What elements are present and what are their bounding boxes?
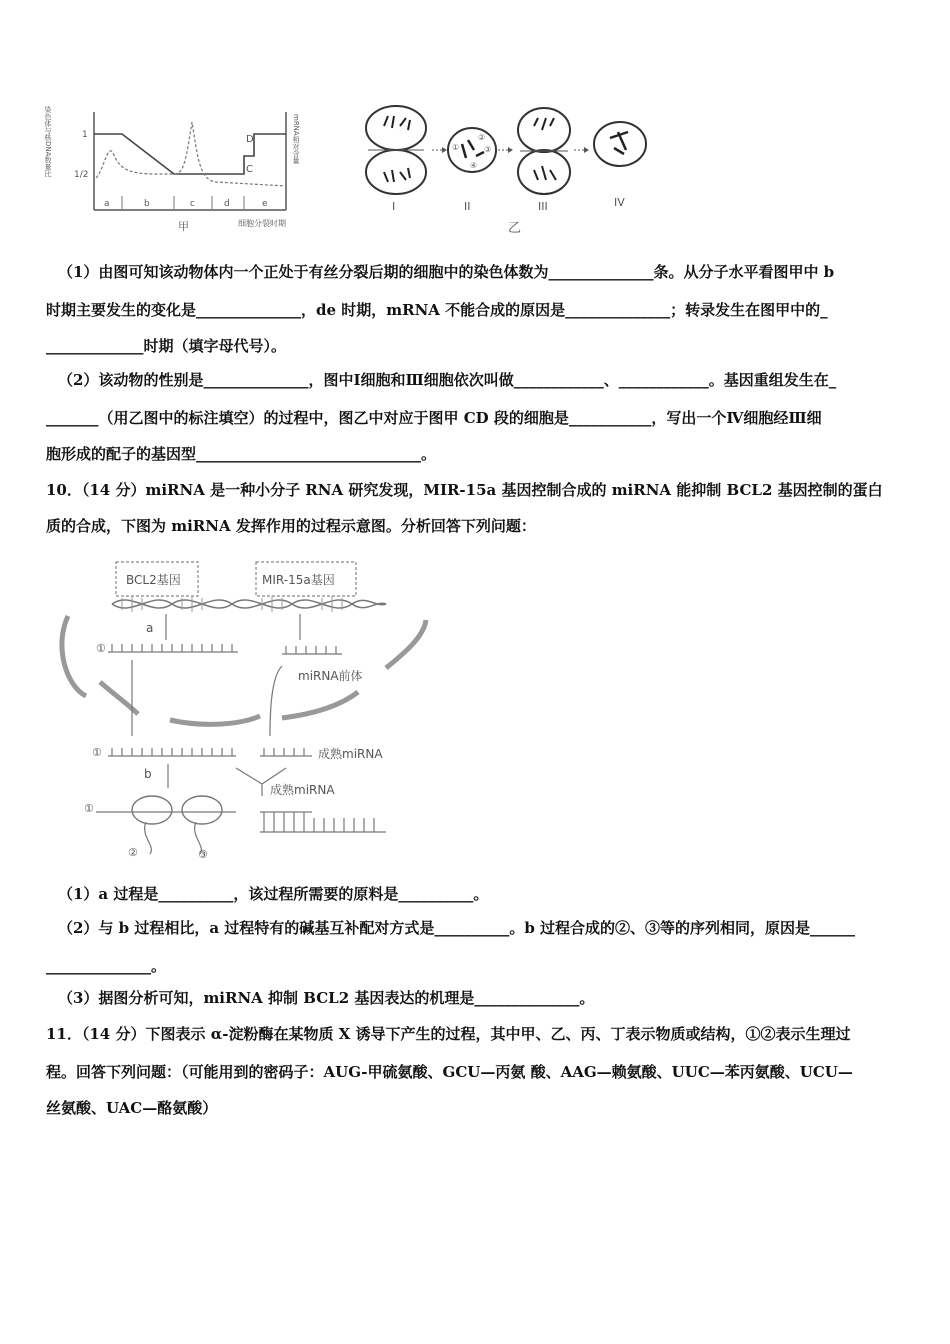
- precursor-strand: [282, 646, 342, 654]
- cell-label-1: I: [392, 200, 396, 213]
- marker-3: ③: [484, 145, 492, 154]
- y-tick-half: 1/2: [74, 170, 89, 180]
- caption-yi: 乙: [508, 221, 522, 236]
- q10-question-2-cont: ______________。: [46, 957, 167, 975]
- cell-4: [594, 122, 646, 166]
- phase-e: e: [262, 199, 268, 209]
- phase-a: a: [104, 199, 110, 209]
- q9-line-5: _______（用乙图中的标注填空）的过程中，图乙中对应于图甲 CD 段的细胞是___________，写出一个Ⅳ细胞经Ⅲ细: [46, 409, 822, 427]
- mature-strand-1: [260, 748, 312, 756]
- q9-line-1: （1）由图可知该动物体内一个正处于有丝分裂后期的细胞中的染色体数为______________条。从分子水平看图甲中 b: [58, 263, 835, 281]
- q11-line-1: 11．（14 分）下图表示 α-淀粉酶在某物质 X 诱导下产生的过程，其中甲、乙、丙、丁表示物质或结构，①②表示生理过: [46, 1025, 851, 1043]
- bcl2-gene-label: BCL2基因: [126, 573, 181, 587]
- cell-label-4: IV: [614, 196, 625, 209]
- caption-jia: 甲: [178, 220, 189, 233]
- q9-line-6: 胞形成的配子的基因型______________________________。: [46, 445, 437, 463]
- cell-label-2: II: [464, 200, 471, 213]
- marker-1b: ①: [92, 746, 102, 759]
- figure-mirna: [46, 556, 426, 866]
- phase-b: b: [144, 199, 150, 209]
- q9-line-2: 时期主要发生的变化是______________，de 时期，mRNA 不能合成的原因是______________；转录发生在图甲中的_: [46, 301, 828, 319]
- phase-d: d: [224, 199, 230, 209]
- q10-question-1: （1）a 过程是__________，该过程所需要的原料是__________。: [58, 885, 489, 903]
- y-axis-label: 染色体与核DNA数量比: [44, 106, 52, 178]
- ratio-line: [94, 134, 286, 174]
- q10-question-3: （3）据图分析可知，miRNA 抑制 BCL2 基因表达的机理是______________。: [58, 989, 595, 1007]
- cell-1: [366, 106, 426, 194]
- ribosome-2: [182, 796, 222, 824]
- precursor-label: miRNA前体: [298, 669, 363, 683]
- q10-line-1: 10．（14 分）miRNA 是一种小分子 RNA 研究发现，MIR-15a 基因控制合成的 miRNA 能抑制 BCL2 基因控制的蛋白: [46, 481, 883, 499]
- marker-2: ②: [128, 846, 138, 859]
- ribosome-1: [132, 796, 172, 824]
- q10-line-2: 质的合成，下图为 miRNA 发挥作用的过程示意图。分析回答下列问题：: [46, 517, 536, 535]
- y-tick-1: 1: [82, 130, 88, 140]
- step-a-label: a: [146, 621, 154, 635]
- q9-line-4: （2）该动物的性别是______________，图中Ⅰ细胞和Ⅲ细胞依次叫做____________、____________。基因重组发生在_: [58, 371, 837, 389]
- marker-1: ①: [452, 143, 460, 152]
- right-axis-label: mRNA相对含量: [292, 114, 300, 164]
- phase-c: c: [190, 199, 195, 209]
- mrna-strand-1: [108, 644, 238, 652]
- q11-line-2: 程。回答下列问题：（可能用到的密码子：AUG-甲硫氨酸、GCU—丙氨 酸、AAG—赖氨酸、UUC—苯丙氨酸、UCU—: [46, 1063, 853, 1081]
- marker-3: ③: [198, 848, 208, 861]
- cell-label-3: III: [538, 200, 548, 213]
- marker-4: ④: [470, 161, 478, 170]
- mir15a-gene-label: MIR-15a基因: [262, 573, 335, 587]
- mirna-binding: [260, 812, 386, 832]
- marker-2: ②: [478, 133, 486, 142]
- cell-2: [448, 128, 496, 172]
- q11-line-3: 丝氨酸、UAC—酪氨酸）: [46, 1099, 218, 1117]
- marker-1a: ①: [96, 642, 106, 655]
- mrna-line: [96, 122, 286, 186]
- step-b-label: b: [144, 767, 152, 781]
- marker-1c: ①: [84, 802, 94, 815]
- q10-question-2: （2）与 b 过程相比，a 过程特有的碱基互补配对方式是__________。b 过程合成的②、③等的序列相同，原因是______: [58, 919, 856, 937]
- x-axis-label: 细胞分裂时期: [238, 219, 286, 228]
- q9-line-3: _____________时期（填字母代号）。: [46, 337, 287, 355]
- mrna-strand-2: [108, 748, 236, 756]
- cell-3: [518, 108, 570, 194]
- mature-label-1: 成熟miRNA: [318, 747, 383, 761]
- mature-label-2: 成熟miRNA: [270, 783, 335, 797]
- point-c: C: [246, 164, 253, 175]
- point-d: D: [246, 134, 254, 145]
- figure-jia: [46, 100, 316, 240]
- figure-yi: [358, 104, 658, 238]
